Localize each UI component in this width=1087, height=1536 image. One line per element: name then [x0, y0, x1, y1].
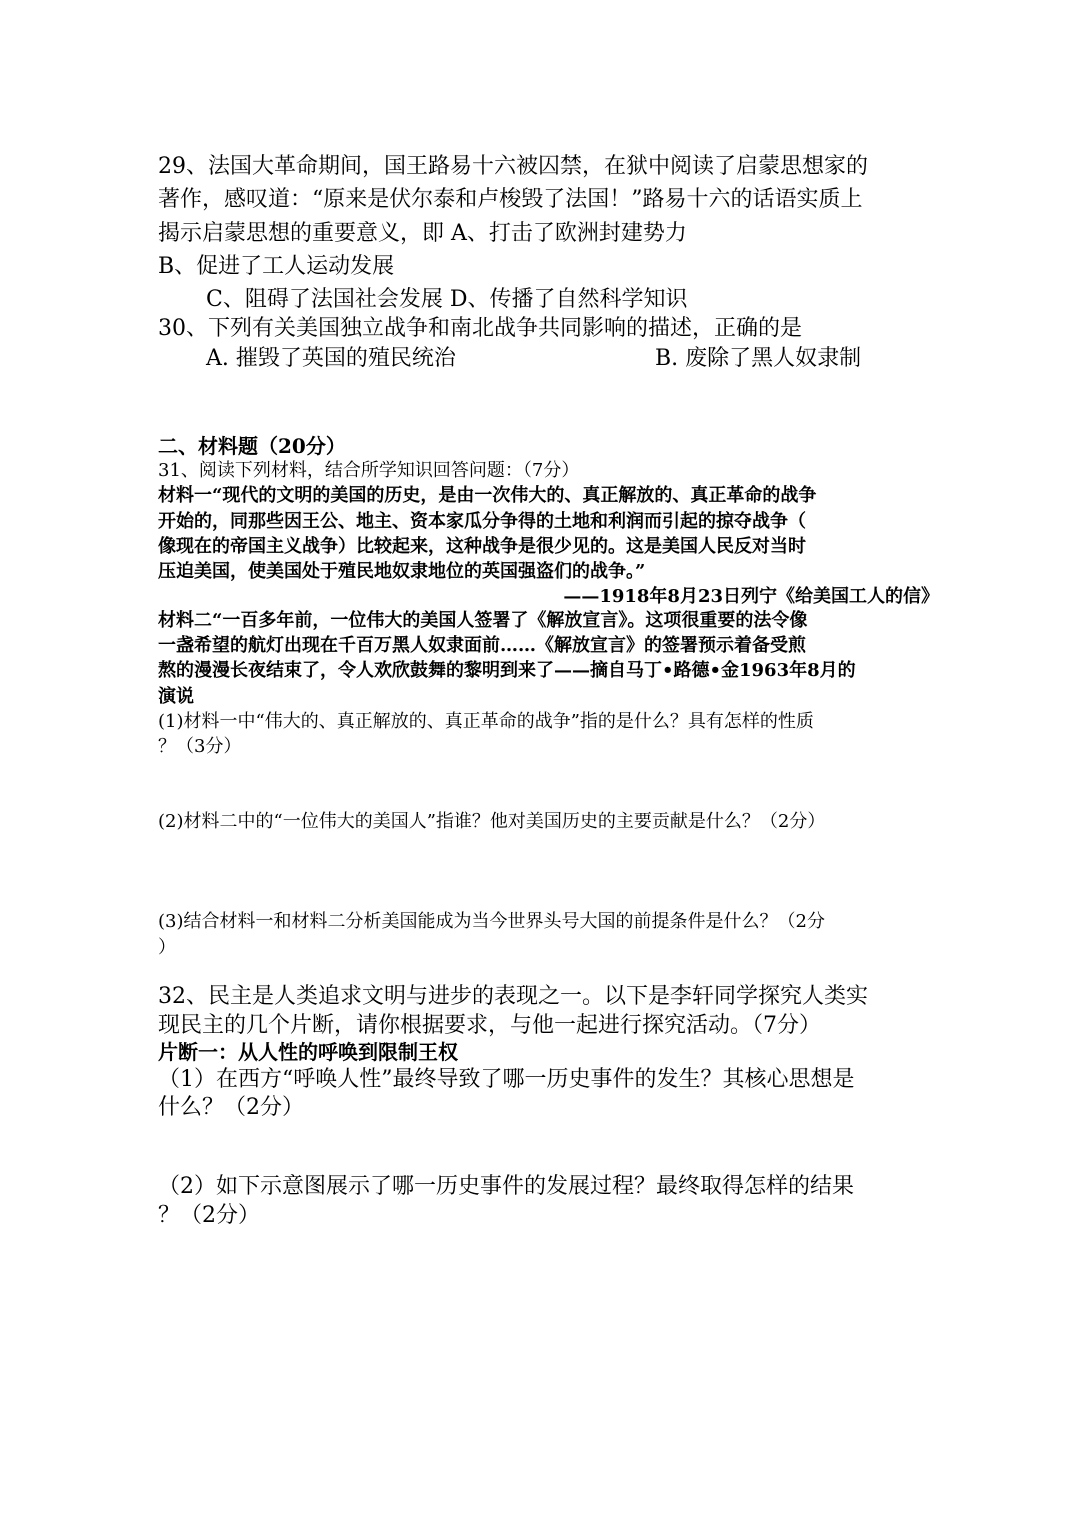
q32-fragment-1-title: 片断一：从人性的呼唤到限制王权 — [158, 1040, 458, 1064]
q32-line-1: 32、民主是人类追求文明与进步的表现之一。以下是李轩同学探究人类实 — [158, 984, 868, 1009]
q30-option-a: A. 摧毁了英国的殖民统治 — [206, 346, 456, 371]
q32-line-2: 现民主的几个片断，请你根据要求，与他一起进行探究活动。（7分） — [158, 1013, 821, 1038]
q29-option-b: B、促进了工人运动发展 — [158, 254, 395, 279]
material-2-line-3: 熬的漫漫长夜结束了，令人欢欣鼓舞的黎明到来了——摘自马丁•路德•金1963年8月的 — [158, 660, 856, 681]
q29-line-2: 著作，感叹道：“原来是伏尔泰和卢梭毁了法国！”路易十六的话语实质上 — [158, 187, 863, 212]
material-1-line-3: 像现在的帝国主义战争）比较起来，这种战争是很少见的。这是美国人民反对当时 — [158, 536, 806, 557]
material-1-source: ——1918年8月23日列宁《给美国工人的信》 — [563, 586, 939, 607]
q31-sub3-line-2: ） — [158, 937, 176, 958]
q31-sub1-line-1: (1)材料一中“伟大的、真正解放的、真正革命的战争”指的是什么？具有怎样的性质 — [158, 711, 814, 732]
q32-sub1-line-2: 什么？（2分） — [158, 1095, 304, 1120]
q32-sub2-line-1: （2）如下示意图展示了哪一历史事件的发展过程？最终取得怎样的结果 — [158, 1174, 854, 1199]
q29-options-c-d: C、阻碍了法国社会发展 D、传播了自然科学知识 — [206, 287, 688, 312]
q30-option-b: B. 废除了黑人奴隶制 — [655, 346, 862, 371]
q29-line-3: 揭示启蒙思想的重要意义，即 A、打击了欧洲封建势力 — [158, 221, 687, 246]
material-2-line-2: 一盏希望的航灯出现在千百万黑人奴隶面前……《解放宣言》的签署预示着备受煎 — [158, 635, 806, 656]
section-title: 二、材料题（20分） — [158, 434, 346, 458]
q31-sub2: (2)材料二中的“一位伟大的美国人”指谁？他对美国历史的主要贡献是什么？（2分） — [158, 811, 826, 832]
material-1-line-4: 压迫美国，使美国处于殖民地奴隶地位的英国强盗们的战争。” — [158, 561, 646, 582]
q31-sub1-line-2: ？（3分） — [158, 736, 242, 757]
material-2-line-4: 演说 — [158, 686, 194, 707]
q32-sub1-line-1: （1）在西方“呼唤人性”最终导致了哪一历史事件的发生？其核心思想是 — [158, 1067, 855, 1092]
q30-stem: 30、下列有关美国独立战争和南北战争共同影响的描述，正确的是 — [158, 316, 802, 341]
q31-stem: 31、阅读下列材料，结合所学知识回答问题：（7分） — [158, 460, 580, 481]
q29-line-1: 29、法国大革命期间，国王路易十六被囚禁，在狱中阅读了启蒙思想家的 — [158, 154, 868, 179]
material-2-line-1: 材料二“一百多年前，一位伟大的美国人签署了《解放宣言》。这项很重要的法令像 — [158, 610, 808, 631]
material-1-line-2: 开始的，同那些因王公、地主、资本家瓜分争得的土地和利润而引起的掠夺战争（ — [158, 511, 806, 532]
material-1-line-1: 材料一“现代的文明的美国的历史，是由一次伟大的、真正解放的、真正革命的战争 — [158, 485, 817, 506]
q32-sub2-line-2: ？（2分） — [158, 1203, 260, 1228]
q31-sub3-line-1: (3)结合材料一和材料二分析美国能成为当今世界头号大国的前提条件是什么？（2分 — [158, 911, 825, 932]
